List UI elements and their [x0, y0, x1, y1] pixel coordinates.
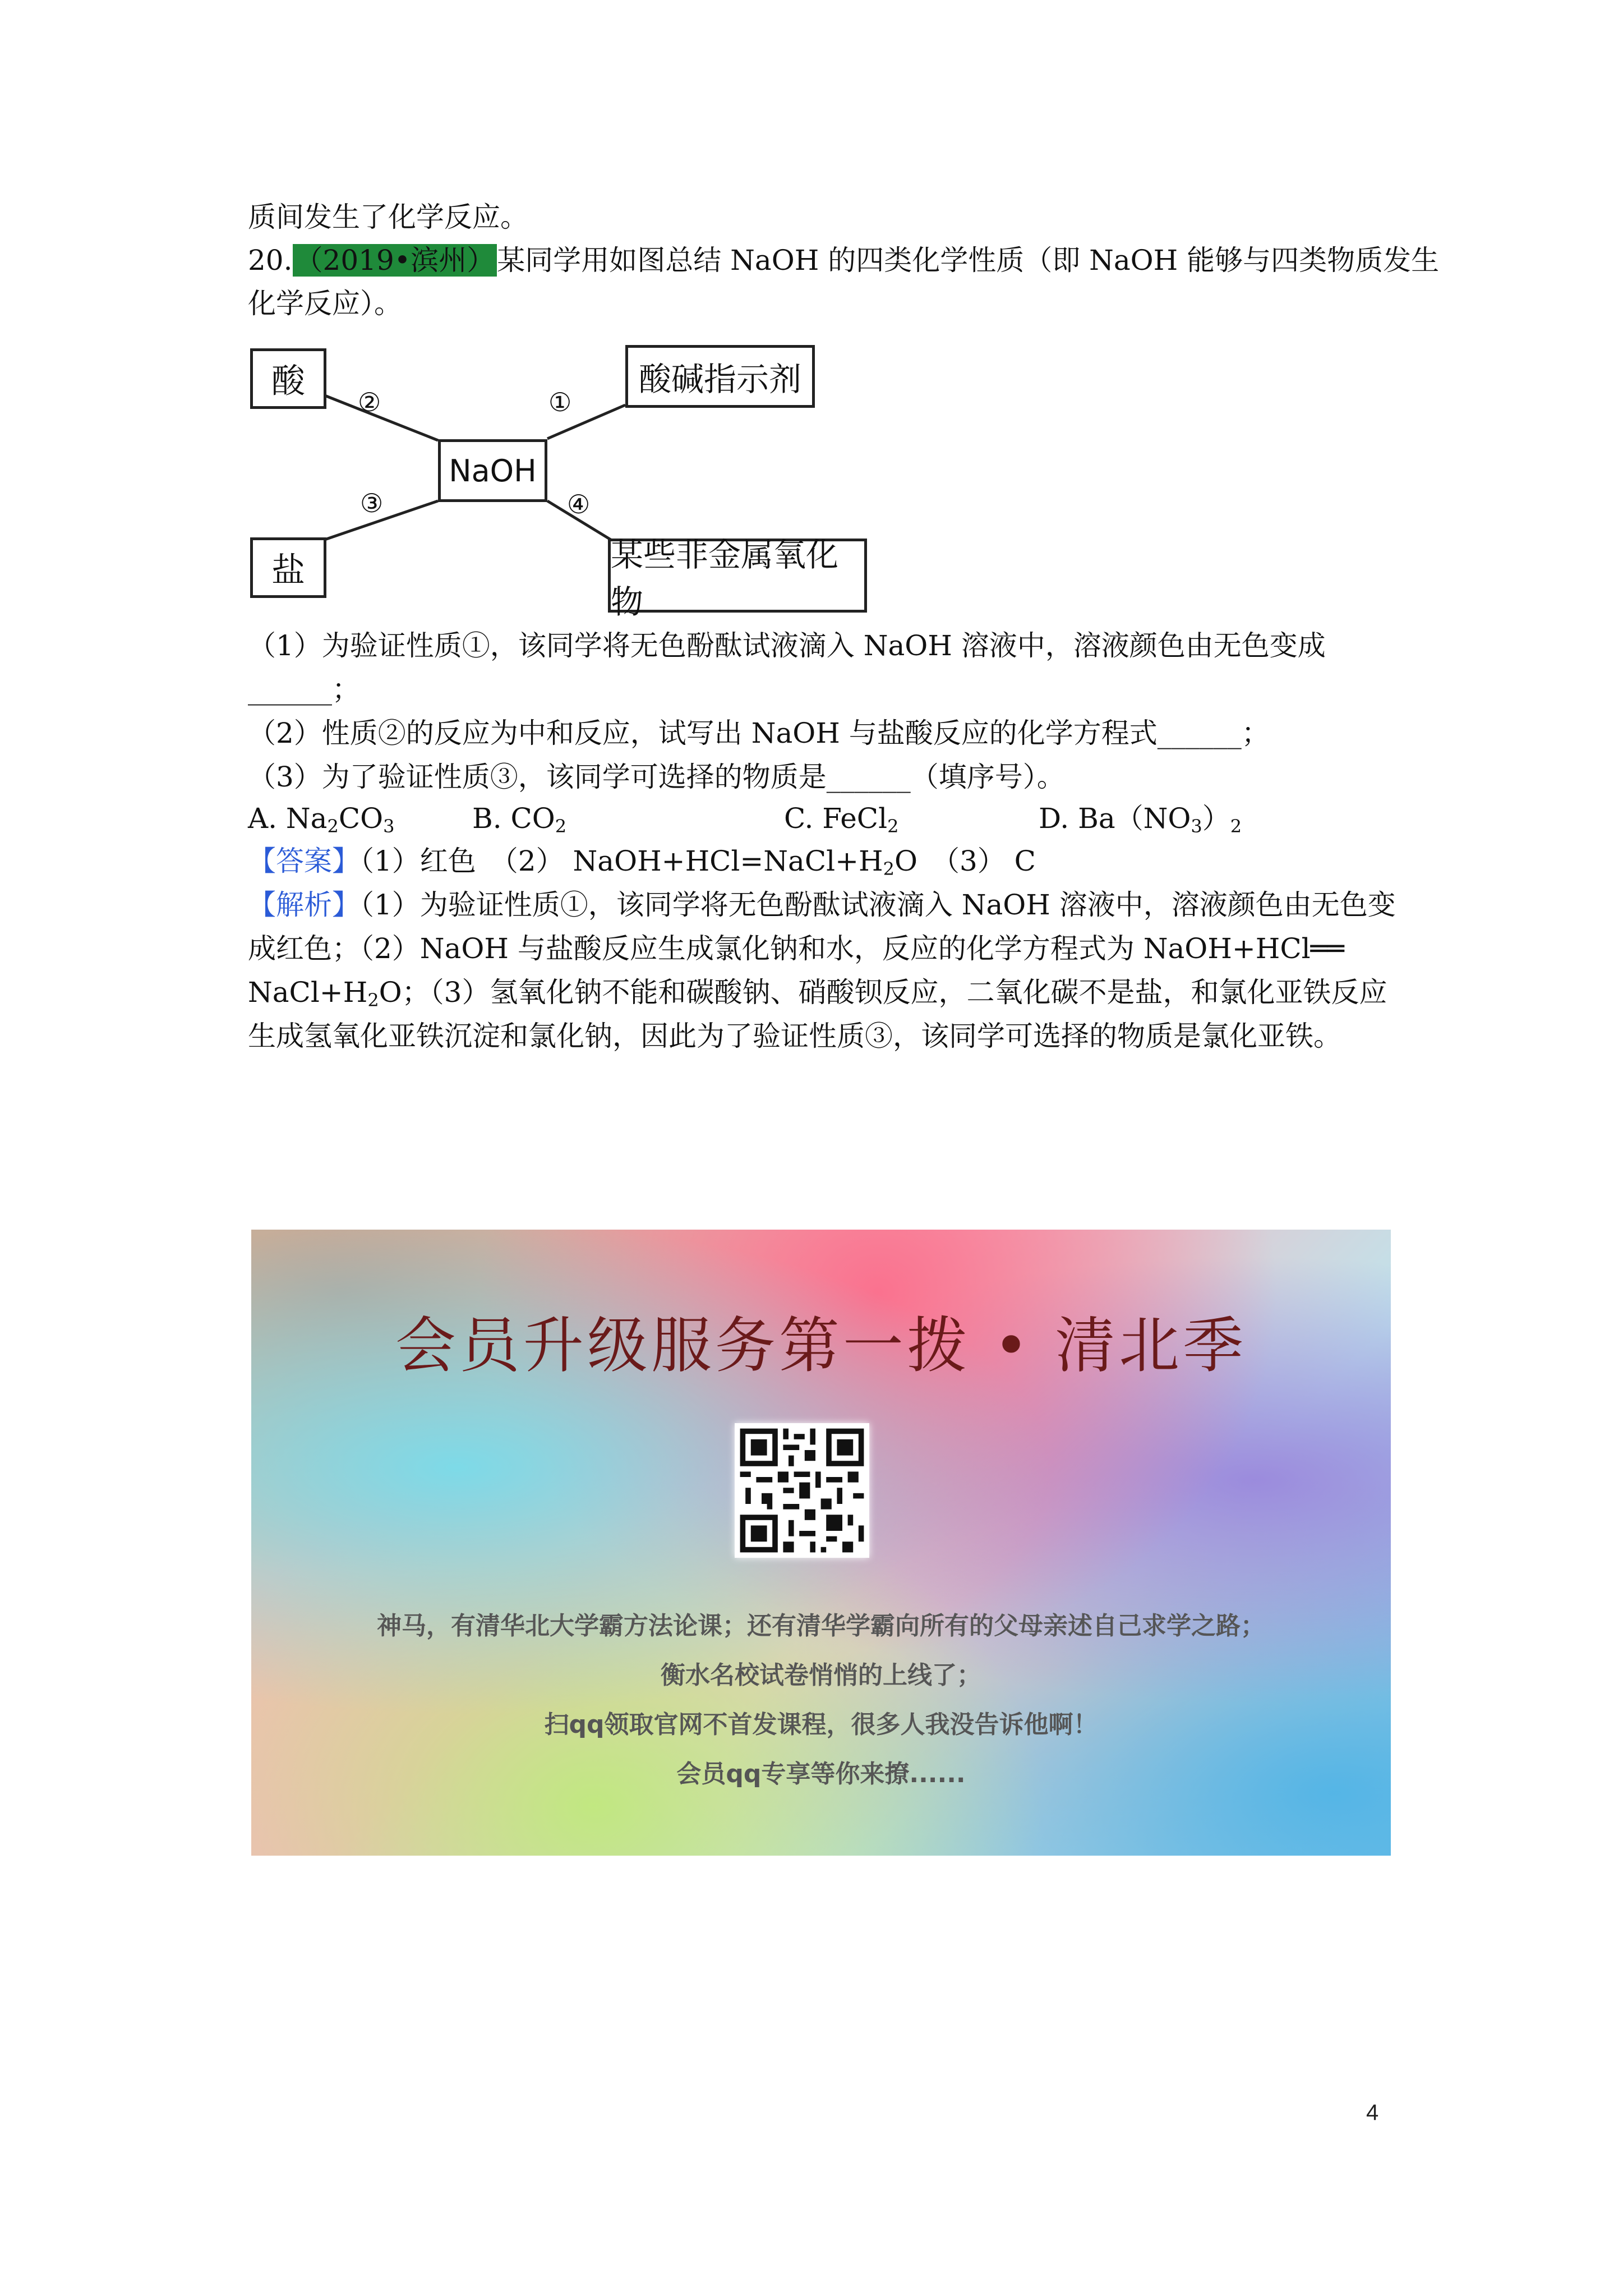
naoh-center-box: NaOH	[438, 439, 547, 502]
label-circle-1: ①	[548, 387, 572, 417]
option-b: B. $CO_2$	[472, 802, 567, 837]
option-a: A. $Na_2CO_3$	[248, 802, 395, 837]
question-stem: 某同学用如图总结 NaOH 的四类化学性质（即 NaOH 能够与四类物质发生	[497, 244, 1440, 277]
option-c: C. FeCl$_2$	[784, 802, 899, 837]
analysis-label: 【解析】	[248, 889, 360, 921]
banner-line-4: 会员qq专享等你来撩......	[676, 1760, 966, 1788]
indicator-box: 酸碱指示剂	[625, 345, 815, 408]
answer-line: 【答案】（1）红色 （2） $NaOH+HCl=NaCl+H_2O$ （3） C	[248, 845, 1036, 880]
question-number: 20.	[248, 244, 293, 277]
analysis-line-4: 生成氢氧化亚铁沉淀和氯化钠，因此为了验证性质③，该同学可选择的物质是氯化亚铁。	[248, 1020, 1341, 1052]
analysis-line-2: 成红色；（2）NaOH 与盐酸反应生成氯化钠和水，反应的化学方程式为 NaOH+HCl══	[248, 932, 1344, 965]
banner-line-3: 扫qq领取官网不首发课程，很多人我没告诉他啊！	[544, 1710, 1098, 1739]
label-circle-2: ②	[358, 387, 381, 417]
acid-box: 酸	[250, 348, 326, 409]
previous-text-line: 质间发生了化学反应。	[248, 201, 528, 233]
label-circle-3: ③	[360, 488, 384, 518]
question-stem-continued: 化学反应）。	[248, 287, 402, 320]
banner-line-2: 衡水名校试卷悄悄的上线了；	[661, 1661, 981, 1690]
banner-line-1: 神马，有清华北大学霸方法论课；还有清华学霸向所有的父母亲述自己求学之路；	[377, 1612, 1265, 1640]
subquestion-3: （3）为了验证性质③，该同学可选择的物质是______（填序号）。	[248, 761, 1065, 793]
page-number: 4	[1366, 2100, 1379, 2125]
oxide-box: 某些非金属氧化物	[608, 539, 867, 613]
connector-acid	[325, 395, 438, 440]
promo-banner	[251, 1230, 1391, 1856]
qr-code-icon[interactable]	[735, 1423, 869, 1558]
subquestion-1: （1）为验证性质①，该同学将无色酚酞试液滴入 NaOH 溶液中，溶液颜色由无色变成	[248, 629, 1326, 662]
salt-box: 盐	[250, 537, 326, 598]
analysis-line-3: $NaCl+H_2O$；（3）氢氧化钠不能和碳酸钠、硝酸钡反应，二氧化碳不是盐，和氯化亚铁反应	[248, 976, 1387, 1011]
subquestion-1-blank: ______；	[248, 673, 360, 706]
label-circle-4: ④	[567, 489, 591, 519]
banner-title: 会员升级服务第一拨 • 清北季	[395, 1311, 1247, 1381]
source-tag: （2019•滨州）	[293, 244, 497, 277]
analysis-line-1: 【解析】（1）为验证性质①，该同学将无色酚酞试液滴入 NaOH 溶液中，溶液颜色由无色变	[248, 889, 1396, 921]
subquestion-2: （2）性质②的反应为中和反应，试写出 NaOH 与盐酸反应的化学方程式______；	[248, 717, 1270, 749]
option-d: D. $Ba(NO_3)_2$	[1039, 802, 1242, 837]
answer-label: 【答案】	[248, 845, 360, 877]
